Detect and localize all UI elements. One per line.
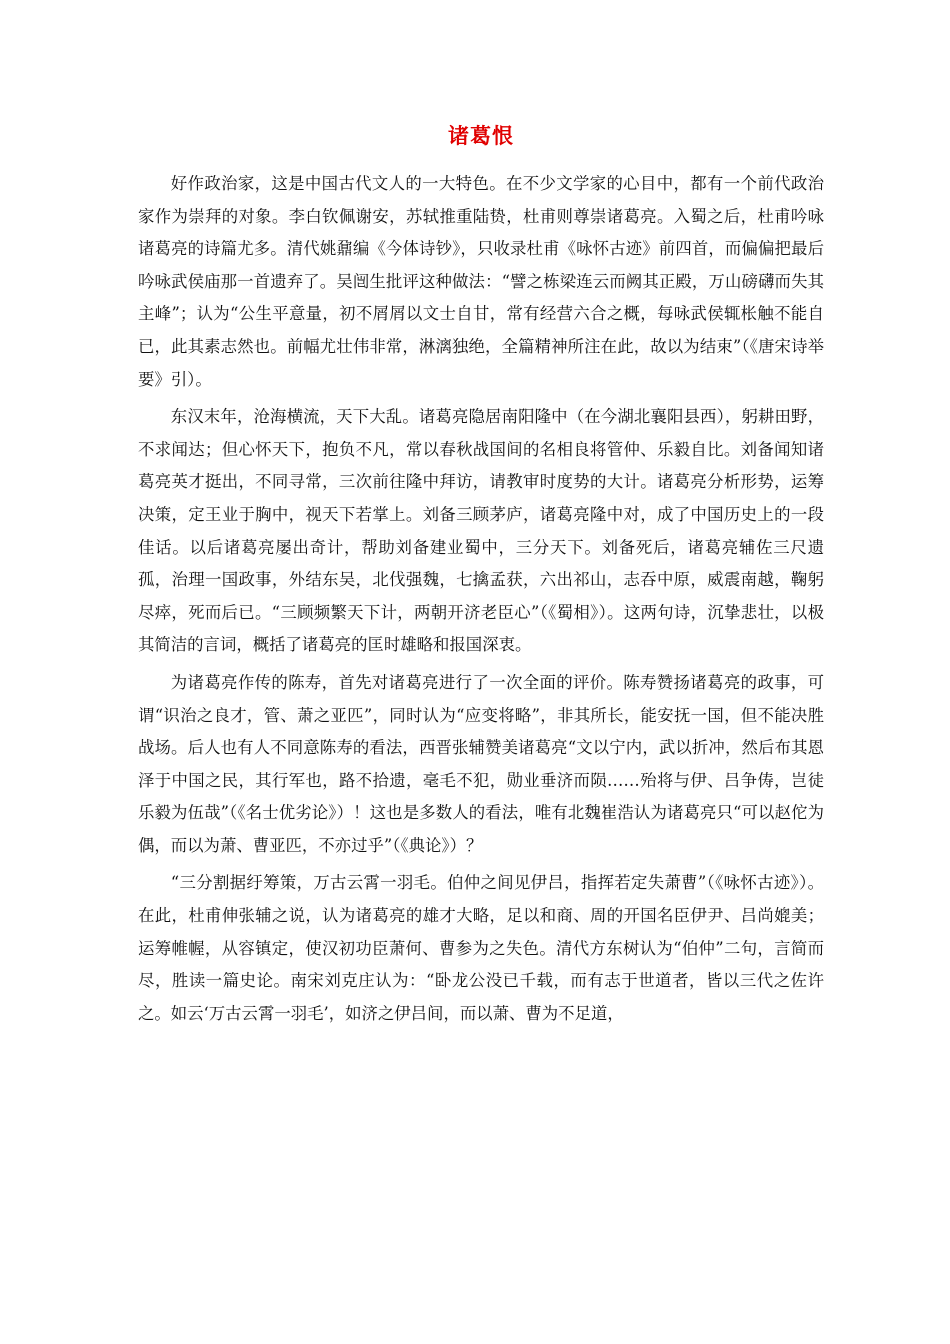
paragraph-2: 东汉末年，沧海横流，天下大乱。诸葛亮隐居南阳隆中（在今湖北襄阳县西），躬耕田野，不求闻达；但心怀天下，抱负不凡，常以春秋战国间的名相良将管仲、乐毅自比。刘备闻知诸葛亮英才挺出，不同寻常，三次前往隆中拜访，请教审时度势的大计。诸葛亮分析形势，运筹决策，定王业于胸中，视天下若掌上。刘备三顾茅庐，诸葛亮隆中对，成了中国历史上的一段佳话。以后诸葛亮屡出奇计，帮助刘备建业蜀中，三分天下。刘备死后，诸葛亮辅佐三尺遗孤，治理一国政事，外结东吴，北伐强魏，七擒孟获，六出祁山，志吞中原，威震南越，鞠躬尽瘁，死而后已。“三顾频繁天下计，两朝开济老臣心”（《蜀相》）。这两句诗，沉挚悲壮，以极其简洁的言词，概括了诸葛亮的匡时雄略和报国深衷。 xyxy=(138,407,824,655)
paragraph-1: 好作政治家，这是中国古代文人的一大特色。在不少文学家的心目中，都有一个前代政治家作为崇拜的对象。李白钦佩谢安，苏轼推重陆贽，杜甫则尊崇诸葛亮。入蜀之后，杜甫吟咏诸葛亮的诗篇尤多。清代姚鼐编《今体诗钞》，只收录杜甫《咏怀古迹》前四首，而偏偏把最后吟咏武侯庙那一首遗弃了。吴闿生批评这种做法：“譬之栋梁连云而阙其正殿，万山磅礴而失其主峰”；认为“公生平意量，初不屑屑以文士自甘，常有经营六合之概，每咏武侯辄枨触不能自已，此其素志然也。前幅尤壮伟非常，淋漓独绝，全篇精神所注在此，故以为结束”（《唐宋诗举要》引）。 xyxy=(138,174,824,389)
paragraph-4: “三分割据纡筹策，万古云霄一羽毛。伯仲之间见伊吕，指挥若定失萧曹”（《咏怀古迹》）。在此，杜甫伸张辅之说，认为诸葛亮的雄才大略，足以和商、周的开国名臣伊尹、吕尚媲美；运筹帷幄，从容镇定，使汉初功臣萧何、曹参为之失色。清代方东树认为“伯仲”二句，言简而尽，胜读一篇史论。南宋刘克庄认为：“卧龙公没已千载，而有志于世道者，皆以三代之佐许之。如云‘万古云霄一羽毛’，如济之伊吕间，而以萧、曹为不足道， xyxy=(138,873,824,1023)
document-page xyxy=(138,118,824,1035)
document-title: 诸葛恨 xyxy=(448,124,514,148)
paragraph-3: 为诸葛亮作传的陈寿，首先对诸葛亮进行了一次全面的评价。陈寿赞扬诸葛亮的政事，可谓“识治之良才，管、萧之亚匹”，同时认为“应变将略”，非其所长，能安抚一国，但不能决胜战场。后人也有人不同意陈寿的看法，西晋张辅赞美诸葛亮“文以宁内，武以折冲，然后布其恩泽于中国之民，其行军也，路不拾遗，毫毛不犯，勋业垂济而陨……殆将与伊、吕争俦，岂徒乐毅为伍哉”（《名士优劣论》）！这也是多数人的看法，唯有北魏崔浩认为诸葛亮只“可以赵佗为偶，而以为萧、曹亚匹，不亦过乎”（《典论》）？ xyxy=(138,672,824,855)
